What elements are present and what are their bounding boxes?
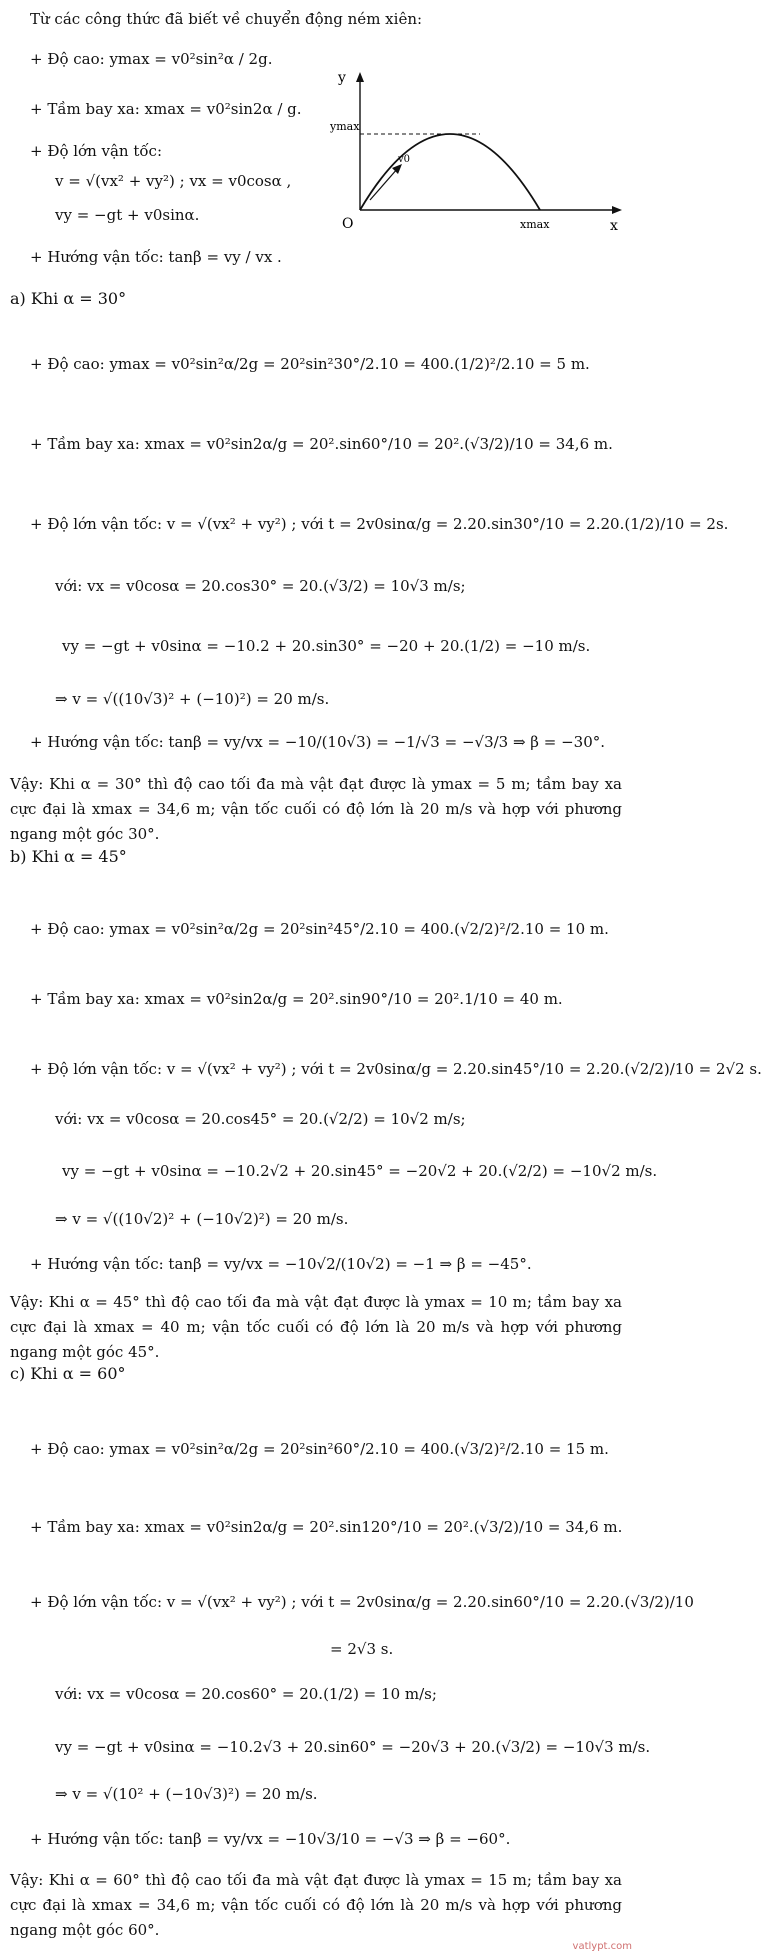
part-c-conclusion: Vậy: Khi α = 60° thì độ cao tối đa mà vật đạt được là ymax = 15 m; tầm bay xa cực đại là xmax = 34,6 m; vận tốc cuối có độ lớn là 20 m/s và hợp với phương ngang một góc 60°. [10, 1871, 622, 1939]
origin-label: O [342, 216, 354, 232]
x-axis-arrow [612, 206, 622, 214]
formula-speed-line2: vy = −gt + v0sinα. [55, 206, 200, 224]
x-axis-label: x [610, 218, 618, 234]
part-a-range: + Tầm bay xa: xmax = v0²sin2α/g = 20².sin60°/10 = 20².(√3/2)/10 = 34,6 m. [30, 435, 613, 453]
part-b-conclusion: Vậy: Khi α = 45° thì độ cao tối đa mà vật đạt được là ymax = 10 m; tầm bay xa cực đại là xmax = 40 m; vận tốc cuối có độ lớn là 20 m/s và hợp với phương ngang một góc 45°. [10, 1293, 622, 1361]
formula-height: + Độ cao: ymax = v0²sin²α / 2g. [30, 50, 273, 68]
part-a-vy: vy = −gt + v0sinα = −10.2 + 20.sin30° = −20 + 20.(1/2) = −10 m/s. [62, 637, 591, 655]
part-c-height: + Độ cao: ymax = v0²sin²α/2g = 20²sin²60°/2.10 = 400.(√3/2)²/2.10 = 15 m. [30, 1440, 609, 1458]
y-axis-arrow [356, 72, 364, 82]
v0-vector [370, 168, 398, 200]
formula-speed-title: + Độ lớn vận tốc: [30, 142, 163, 160]
part-a-height: + Độ cao: ymax = v0²sin²α/2g = 20²sin²30°/2.10 = 400.(1/2)²/2.10 = 5 m. [30, 355, 590, 373]
part-c-heading: c) Khi α = 60° [10, 1364, 126, 1383]
formula-speed-line1: v = √(vx² + vy²) ; vx = v0cosα , [55, 172, 292, 190]
part-a-speed: + Độ lớn vận tốc: v = √(vx² + vy²) ; với t = 2v0sinα/g = 2.20.sin30°/10 = 2.20.(1/2)/10 = 2s. [30, 515, 729, 533]
part-b-height: + Độ cao: ymax = v0²sin²α/2g = 20²sin²45°/2.10 = 400.(√2/2)²/2.10 = 10 m. [30, 920, 609, 938]
v0-label: v0 [398, 154, 411, 165]
part-c-v: ⇒ v = √(10² + (−10√3)²) = 20 m/s. [55, 1785, 318, 1803]
part-a-vx: với: vx = v0cosα = 20.cos30° = 20.(√3/2) = 10√3 m/s; [55, 577, 466, 595]
part-c-speed-result: = 2√3 s. [330, 1640, 394, 1658]
part-b-vx: với: vx = v0cosα = 20.cos45° = 20.(√2/2) = 10√2 m/s; [55, 1110, 466, 1128]
watermark-text: vatlypt.com [572, 1941, 632, 1952]
part-c-vy: vy = −gt + v0sinα = −10.2√3 + 20.sin60° = −20√3 + 20.(√3/2) = −10√3 m/s. [55, 1738, 651, 1756]
formula-direction: + Hướng vận tốc: tanβ = vy / vx . [30, 248, 282, 266]
part-c-vx: với: vx = v0cosα = 20.cos60° = 20.(1/2) = 10 m/s; [55, 1685, 437, 1703]
part-a-direction: + Hướng vận tốc: tanβ = vy/vx = −10/(10√3) = −1/√3 = −√3/3 ⇒ β = −30°. [30, 733, 606, 751]
part-a-conclusion: Vậy: Khi α = 30° thì độ cao tối đa mà vật đạt được là ymax = 5 m; tầm bay xa cực đại là xmax = 34,6 m; vận tốc cuối có độ lớn là 20 m/s và hợp với phương ngang một góc 30°. [10, 775, 622, 843]
part-c-direction: + Hướng vận tốc: tanβ = vy/vx = −10√3/10 = −√3 ⇒ β = −60°. [30, 1830, 511, 1848]
xmax-label: xmax [520, 218, 550, 231]
part-b-heading: b) Khi α = 45° [10, 847, 127, 866]
part-b-v: ⇒ v = √((10√2)² + (−10√2)²) = 20 m/s. [55, 1210, 349, 1228]
part-c-range: + Tầm bay xa: xmax = v0²sin2α/g = 20².sin120°/10 = 20².(√3/2)/10 = 34,6 m. [30, 1518, 623, 1536]
trajectory-curve [360, 134, 540, 210]
part-a-heading: a) Khi α = 30° [10, 289, 127, 308]
part-c-speed: + Độ lớn vận tốc: v = √(vx² + vy²) ; với t = 2v0sinα/g = 2.20.sin60°/10 = 2.20.(√3/2)/10 [30, 1593, 694, 1611]
part-b-speed: + Độ lớn vận tốc: v = √(vx² + vy²) ; với t = 2v0sinα/g = 2.20.sin45°/10 = 2.20.(√2/2)/10 = 2√2 s. [30, 1060, 762, 1078]
formula-range: + Tầm bay xa: xmax = v0²sin2α / g. [30, 100, 302, 118]
part-b-range: + Tầm bay xa: xmax = v0²sin2α/g = 20².sin90°/10 = 20².1/10 = 40 m. [30, 990, 563, 1008]
part-a-v: ⇒ v = √((10√3)² + (−10)²) = 20 m/s. [55, 690, 330, 708]
y-axis-label: y [338, 70, 346, 86]
part-b-direction: + Hướng vận tốc: tanβ = vy/vx = −10√2/(10√2) = −1 ⇒ β = −45°. [30, 1255, 532, 1273]
ymax-label: ymax [330, 120, 360, 133]
intro-text: Từ các công thức đã biết về chuyển động ném xiên: [30, 10, 423, 28]
part-b-vy: vy = −gt + v0sinα = −10.2√2 + 20.sin45° = −20√2 + 20.(√2/2) = −10√2 m/s. [62, 1162, 658, 1180]
trajectory-figure [330, 68, 630, 236]
